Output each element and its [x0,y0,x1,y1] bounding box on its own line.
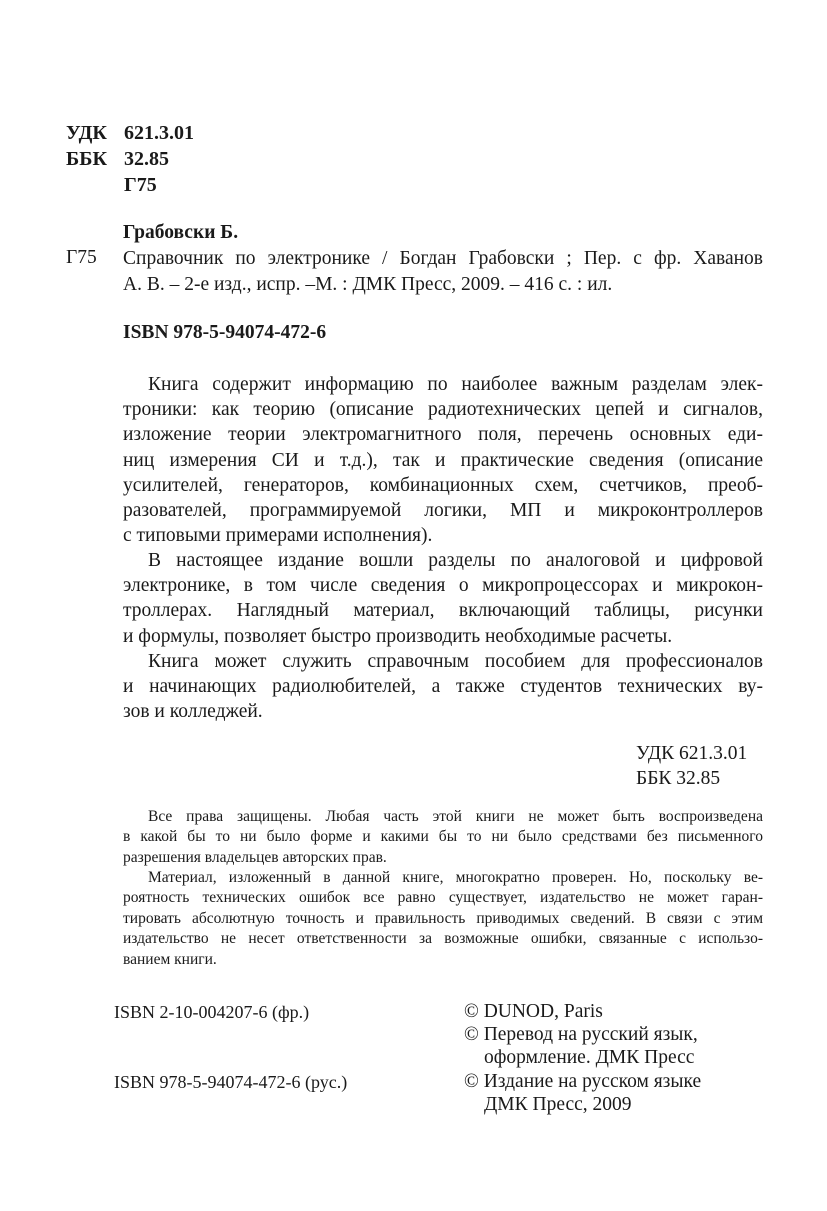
bbk-row [66,146,194,172]
annotation-line: Книга содержит информацию по наиболее важным разделам элек- [148,374,763,395]
author-sign-top: Г75 [124,174,157,196]
author-sign-row [66,172,194,198]
rights-paragraph-2 [123,868,763,970]
annotation-paragraph-2 [123,548,763,649]
rights-line: разрешения владельцев авторских прав. [123,848,387,866]
bbk-right: ББК 32.85 [636,768,721,789]
annotation-line: и начинающих радиолюбителей, а также студентов технических ву- [123,676,763,698]
annotation-line: зов и колледжей. [123,701,263,723]
rights-line: издательство не несет ответственности за возможные ошибки, связанные с использо- [123,930,763,948]
author-heading: Грабовски Б. [123,222,239,243]
copyright-edition-cont: ДМК Пресс, 2009 [484,1094,632,1115]
annotation-line: и формулы, позволяет быстро производить необходимые расчеты. [123,625,673,647]
udk-row [66,120,194,146]
isbn-fr: ISBN 2-10-004207-6 (фр.) [114,1002,310,1022]
rights-line: роятность технических ошибок все равно существует, издательство не может гаран- [123,889,763,907]
rights-line: в какой бы то ни было форме и какими бы то ни было средствами без письменного [123,828,763,846]
udk-value: 621.3.01 [124,122,194,144]
annotation-line: Книга может служить справочным пособием для профессионалов [148,651,763,672]
annotation-line: разователей, программируемой логики, МП и микроконтроллеров [123,499,763,521]
copyright-translation-cont: оформление. ДМК Пресс [484,1047,695,1068]
isbn-main: ISBN 978-5-94074-472-6 [123,322,327,343]
author-sign-margin: Г75 [66,247,97,268]
rights-line: Все права защищены. Любая часть этой книги не может быть воспроизведена [148,808,763,825]
copyright-translation: © Перевод на русский язык, [464,1024,698,1045]
biblio-line: Справочник по электронике / Богдан Грабовски ; Пер. с фр. Хаванов [123,248,763,269]
rights-line: тировать абсолютную точность и правильность приводимых сведений. В связи с этим [123,909,763,927]
bibliographic-description [123,246,763,298]
biblio-line: А. В. – 2-е изд., испр. –М. : ДМК Пресс, 2009. – 416 с. : ил. [123,274,613,295]
annotation-paragraph-3 [123,649,763,725]
annotation-line: с типовыми примерами исполнения). [123,525,433,547]
annotation-line: электронике, в том числе сведения о микропроцессорах и микрокон- [123,575,763,597]
annotation-line: усилителей, генераторов, комбинационных схем, счетчиков, преоб- [123,474,763,496]
annotation-line: троники: как теорию (описание радиотехнических цепей и сигналов, [123,399,763,421]
annotation-line: В настоящее издание вошли разделы по аналоговой и цифровой [148,550,763,571]
rights-line: ванием книги. [123,950,217,968]
udk-label: УДК [66,122,107,144]
annotation-paragraph-1 [123,372,763,548]
annotation-line: ниц измерения СИ и т.д.), так и практические сведения (описание [123,449,763,471]
copyright-dunod: © DUNOD, Paris [464,1001,603,1022]
bbk-label: ББК [66,148,107,170]
annotation-line: изложение теории электромагнитного поля, перечень основных еди- [123,424,763,446]
classification-block [66,120,194,198]
annotation-line: троллерах. Наглядный материал, включающий таблицы, рисунки [123,600,763,622]
rights-line: Материал, изложенный в данной книге, многократно проверен. Но, поскольку ве- [148,869,763,886]
isbn-ru: ISBN 978-5-94074-472-6 (рус.) [114,1072,348,1092]
bbk-value: 32.85 [124,148,169,170]
rights-paragraph-1 [123,807,763,868]
udk-right: УДК 621.3.01 [636,743,748,764]
copyright-edition: © Издание на русском языке [464,1071,702,1092]
